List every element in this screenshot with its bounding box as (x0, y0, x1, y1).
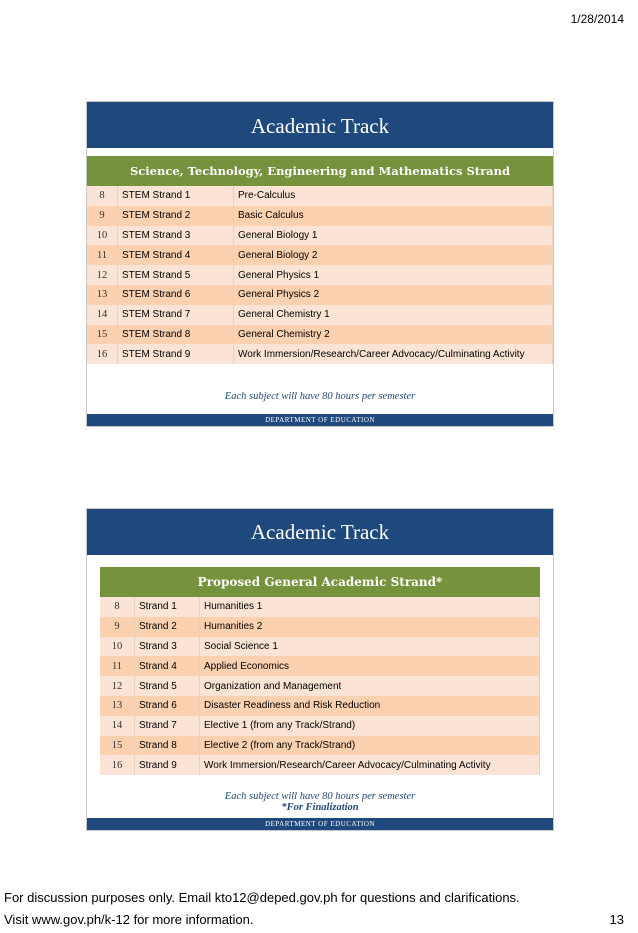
table-row (100, 716, 540, 736)
row-subject: Elective 1 (from any Track/Strand) (200, 716, 540, 736)
row-subject: Work Immersion/Research/Career Advocacy/Culminating Activity (234, 344, 553, 364)
table-row (100, 696, 540, 716)
row-subject: General Physics 2 (234, 285, 553, 305)
row-number: 9 (87, 206, 118, 226)
table-row (87, 285, 553, 305)
strand-header: Proposed General Academic Strand* (100, 567, 540, 597)
row-strand: STEM Strand 5 (118, 265, 234, 285)
row-number: 15 (87, 325, 118, 345)
table-row (87, 206, 553, 226)
table-row (87, 265, 553, 285)
row-number: 11 (87, 245, 118, 265)
table-row (100, 676, 540, 696)
table-row (100, 637, 540, 657)
row-number: 9 (100, 617, 135, 637)
row-subject: Work Immersion/Research/Career Advocacy/Culminating Activity (200, 755, 540, 775)
row-subject: Pre-Calculus (234, 186, 553, 206)
row-strand: Strand 8 (135, 736, 200, 756)
row-subject: Humanities 2 (200, 617, 540, 637)
table-row (87, 226, 553, 246)
subject-table (87, 186, 553, 364)
row-number: 12 (87, 265, 118, 285)
row-number: 14 (100, 716, 135, 736)
footer-visit: Visit www.gov.ph/k-12 for more information. (4, 912, 254, 927)
row-strand: STEM Strand 6 (118, 285, 234, 305)
row-subject: General Biology 1 (234, 226, 553, 246)
row-subject: Humanities 1 (200, 597, 540, 617)
table-row (87, 344, 553, 364)
row-number: 14 (87, 305, 118, 325)
slide-title: Academic Track (87, 509, 553, 555)
row-subject: General Chemistry 1 (234, 305, 553, 325)
hours-note: Each subject will have 80 hours per semester (224, 391, 416, 402)
row-number: 10 (100, 637, 135, 657)
row-subject: Applied Economics (200, 656, 540, 676)
department-banner: DEPARTMENT OF EDUCATION (87, 414, 553, 426)
row-number: 16 (100, 755, 135, 775)
row-strand: Strand 6 (135, 696, 200, 716)
row-strand: STEM Strand 7 (118, 305, 234, 325)
subject-table (100, 597, 540, 775)
row-strand: STEM Strand 8 (118, 325, 234, 345)
row-number: 13 (100, 696, 135, 716)
row-strand: Strand 9 (135, 755, 200, 775)
table-row (100, 656, 540, 676)
row-subject: Disaster Readiness and Risk Reduction (200, 696, 540, 716)
slide-stem (86, 101, 554, 427)
row-strand: STEM Strand 4 (118, 245, 234, 265)
row-subject: Basic Calculus (234, 206, 553, 226)
row-number: 16 (87, 344, 118, 364)
table-row (87, 245, 553, 265)
hours-note (87, 791, 553, 813)
row-strand: STEM Strand 3 (118, 226, 234, 246)
row-subject: General Physics 1 (234, 265, 553, 285)
slide-title: Academic Track (87, 102, 553, 148)
slide-gas (86, 508, 554, 831)
row-strand: Strand 5 (135, 676, 200, 696)
table-row (100, 617, 540, 637)
row-subject: Elective 2 (from any Track/Strand) (200, 736, 540, 756)
row-number: 12 (100, 676, 135, 696)
row-strand: Strand 1 (135, 597, 200, 617)
footer-disclaimer: For discussion purposes only. Email kto12@deped.gov.ph for questions and clarifications. (4, 890, 520, 905)
table-row (87, 325, 553, 345)
row-strand: STEM Strand 1 (118, 186, 234, 206)
print-date: 1/28/2014 (570, 12, 624, 26)
row-strand: Strand 7 (135, 716, 200, 736)
row-number: 8 (100, 597, 135, 617)
strand-header: Science, Technology, Engineering and Mathematics Strand (87, 156, 553, 186)
row-number: 10 (87, 226, 118, 246)
row-number: 15 (100, 736, 135, 756)
table-row (87, 305, 553, 325)
department-banner: DEPARTMENT OF EDUCATION (87, 818, 553, 830)
row-subject: Organization and Management (200, 676, 540, 696)
table-row (100, 597, 540, 617)
row-number: 11 (100, 656, 135, 676)
row-strand: Strand 4 (135, 656, 200, 676)
page-number: 13 (609, 912, 624, 927)
table-row (100, 755, 540, 775)
row-subject: General Biology 2 (234, 245, 553, 265)
row-strand: STEM Strand 9 (118, 344, 234, 364)
row-strand: Strand 3 (135, 637, 200, 657)
row-strand: Strand 2 (135, 617, 200, 637)
table-row (100, 736, 540, 756)
row-subject: Social Science 1 (200, 637, 540, 657)
table-row (87, 186, 553, 206)
finalization-note: *For Finalization (281, 802, 359, 813)
row-subject: General Chemistry 2 (234, 325, 553, 345)
hours-note-text: Each subject will have 80 hours per semester (224, 791, 416, 802)
row-strand: STEM Strand 2 (118, 206, 234, 226)
row-number: 8 (87, 186, 118, 206)
row-number: 13 (87, 285, 118, 305)
